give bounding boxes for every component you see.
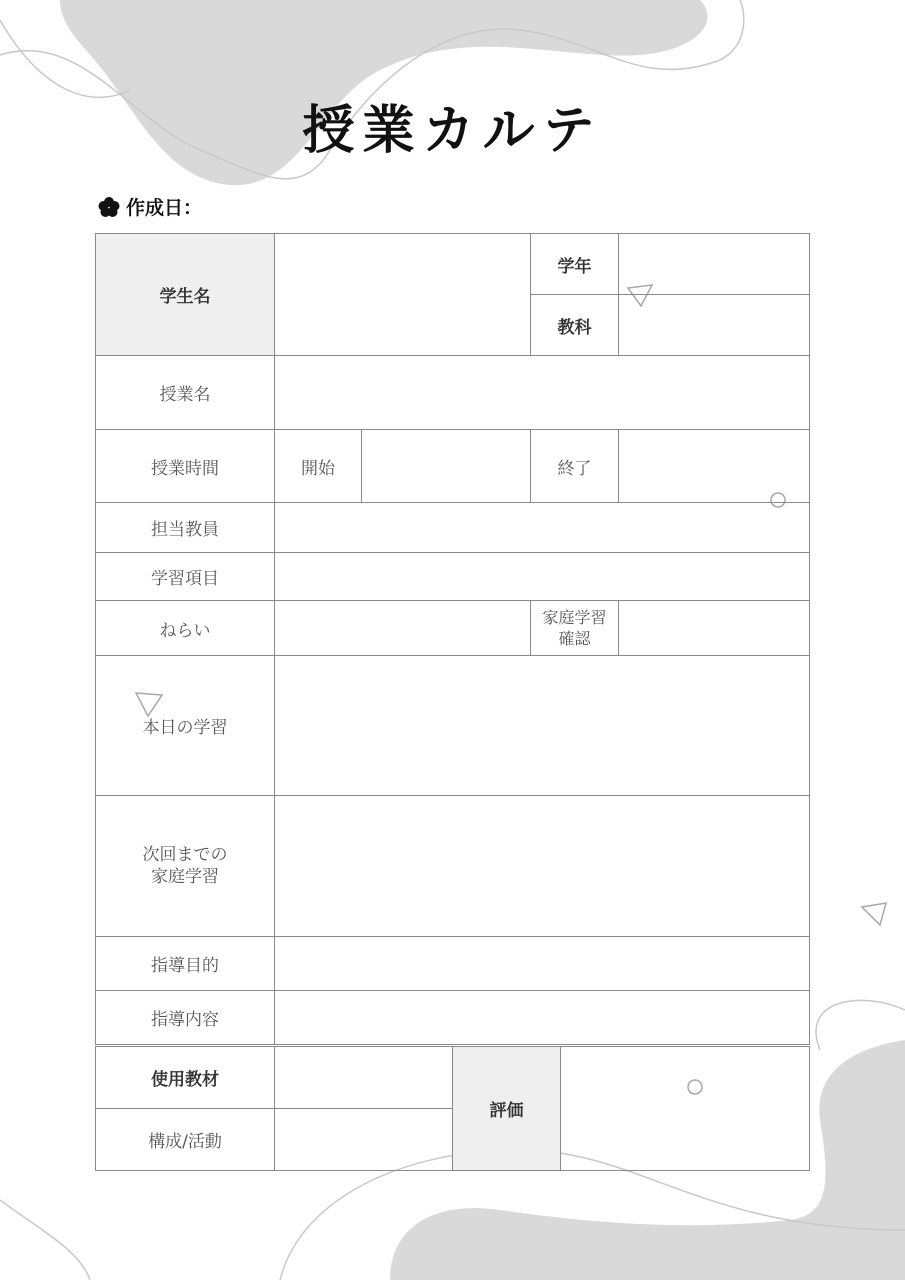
subject-field[interactable]: [619, 295, 810, 356]
page-title: 授業カルテ: [302, 101, 603, 161]
evaluation-label: 評価: [453, 1047, 561, 1171]
aim-label: ねらい: [96, 601, 275, 656]
student-name-label: 学生名: [96, 234, 275, 356]
teacher-label: 担当教員: [96, 503, 275, 553]
guidance-content-field[interactable]: [275, 991, 810, 1045]
structure-label: 構成/活動: [96, 1109, 275, 1171]
teacher-field[interactable]: [275, 503, 810, 553]
guidance-purpose-label: 指導目的: [96, 937, 275, 991]
end-field[interactable]: [619, 430, 810, 503]
study-item-label: 学習項目: [96, 553, 275, 601]
materials-table: [95, 1046, 810, 1171]
next-home-study-line1: 次回までの: [142, 845, 228, 865]
start-field[interactable]: [362, 430, 531, 503]
end-label: 終了: [531, 430, 619, 503]
today-study-label: 本日の学習: [96, 656, 275, 796]
student-name-field[interactable]: [275, 234, 531, 356]
evaluation-field[interactable]: [561, 1047, 810, 1171]
triangle-deco: [862, 903, 886, 925]
next-home-study-label: [96, 796, 275, 937]
home-study-check-line1: 家庭学習: [542, 608, 607, 627]
date-label: 作成日：: [126, 197, 203, 219]
lesson-time-label: 授業時間: [96, 430, 275, 503]
aim-field[interactable]: [275, 601, 531, 656]
next-home-study-line2: 家庭学習: [151, 867, 219, 887]
materials-field[interactable]: [275, 1047, 453, 1109]
today-study-field[interactable]: [275, 656, 810, 796]
grade-label: 学年: [531, 234, 619, 295]
subject-label: 教科: [531, 295, 619, 356]
next-home-study-field[interactable]: [275, 796, 810, 937]
grade-field[interactable]: [619, 234, 810, 295]
lesson-name-field[interactable]: [275, 356, 810, 430]
guidance-purpose-field[interactable]: [275, 937, 810, 991]
home-study-check-line2: 確認: [558, 629, 591, 648]
flower-icon: [98, 196, 120, 218]
home-study-check-label: [531, 601, 619, 656]
home-study-check-field[interactable]: [619, 601, 810, 656]
materials-label: 使用教材: [96, 1047, 275, 1109]
lesson-form-table: [95, 233, 810, 1045]
bottom-line-3: [0, 1200, 90, 1280]
structure-field[interactable]: [275, 1109, 453, 1171]
lesson-name-label: 授業名: [96, 356, 275, 430]
study-item-field[interactable]: [275, 553, 810, 601]
guidance-content-label: 指導内容: [96, 991, 275, 1045]
start-label: 開始: [275, 430, 362, 503]
creation-date: [98, 193, 202, 220]
